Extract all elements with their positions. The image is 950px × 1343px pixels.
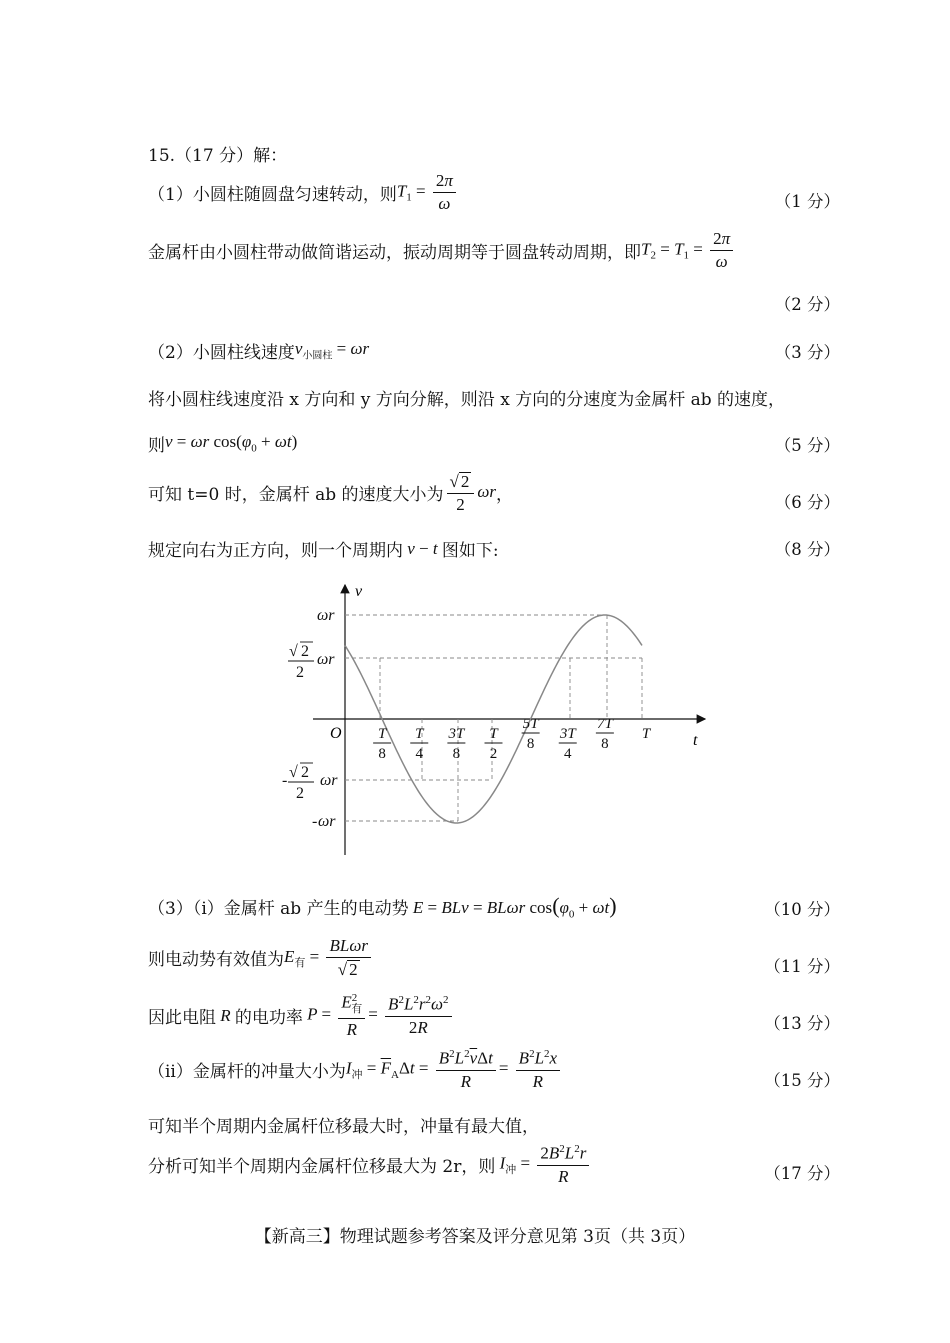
svg-text:T: T	[641, 726, 651, 742]
svg-text:2: 2	[296, 664, 304, 681]
svg-text:8: 8	[601, 736, 609, 752]
formula-T1: $T_1$ = $\frac{2\pi}{\omega}$	[397, 172, 459, 213]
part2-line4-comma: ，	[496, 485, 513, 506]
part3-line3	[148, 993, 455, 1038]
svg-text:3T: 3T	[448, 726, 465, 742]
part3-line4	[148, 1049, 563, 1090]
svg-text:4: 4	[564, 746, 572, 762]
part2-line	[148, 338, 369, 363]
part2-line4	[148, 472, 513, 514]
t-axis-label: t	[693, 732, 698, 749]
score-13: （13 分）	[764, 1014, 840, 1033]
formula-emf: E = BLv = BLωr $\cos(\varphi_0 + \omega t)$	[408, 893, 617, 921]
svg-text:7T: 7T	[596, 716, 613, 732]
formula-T2: $T_2 = T_1$ = $\frac{2\pi}{\omega}$	[641, 230, 736, 271]
y-label-neg-wr	[312, 813, 336, 830]
score-17: （17 分）	[764, 1164, 840, 1183]
y-label-neg-sqrt2-half-wr	[282, 763, 338, 802]
part1-line2-text: 金属杆由小圆柱带动做简谐运动，振动周期等于圆盘转动周期，即	[148, 242, 641, 263]
score-3: （3 分）	[774, 343, 840, 362]
svg-text:5T: 5T	[522, 716, 539, 732]
x-tick-label-6	[559, 726, 578, 762]
x-tick-label-4	[485, 726, 503, 762]
formula-impulse: $I_冲 = \overline{F}_A\Delta t$ = $\frac{B^2L^2\overline{v}\Delta t}{R}$ = $\frac{B^2L^2x}{R}$	[346, 1049, 563, 1090]
part3-line2-text: 则电动势有效值为	[148, 950, 284, 971]
part3-line4-text: （ii）金属杆的冲量大小为	[148, 1062, 346, 1083]
x-tick-label-8	[642, 726, 652, 742]
resistor-symbol: R	[216, 1005, 235, 1025]
part2-line5-text: 规定向右为正方向，则一个周期内	[148, 541, 403, 561]
origin-label: O	[330, 725, 342, 742]
svg-text:-: -	[312, 813, 318, 830]
svg-text:T: T	[489, 726, 498, 742]
part2-line2: 将小圆柱线速度沿 x 方向和 y 方向分解，则沿 x 方向的分速度为金属杆 ab 的速度，	[148, 390, 786, 410]
score-5: （5 分）	[774, 436, 840, 455]
svg-text:2: 2	[296, 785, 304, 802]
svg-text:2: 2	[301, 764, 309, 781]
part2-line3	[148, 431, 297, 456]
svg-text:√: √	[289, 643, 298, 660]
svg-text:ωr: ωr	[318, 813, 336, 830]
svg-text:T: T	[377, 726, 387, 742]
svg-text:3T: 3T	[559, 726, 576, 742]
part3-line3-text-b: 的电功率	[234, 1008, 303, 1029]
svg-text:8: 8	[452, 746, 461, 762]
part1-text: （1）小圆柱随圆盘匀速转动，则	[148, 184, 397, 205]
score-11: （11 分）	[764, 957, 840, 976]
v-t-graph	[280, 580, 720, 865]
x-tick-label-2	[410, 726, 428, 762]
x-tick-label-3	[447, 726, 466, 762]
part3-line5: 可知半个周期内金属杆位移最大时，冲量有最大值，	[148, 1117, 539, 1137]
svg-text:2: 2	[301, 643, 309, 660]
v-axis-label: v	[355, 583, 363, 600]
part2-line4-text: 可知 t=0 时，金属杆 ab 的速度大小为	[148, 485, 444, 506]
svg-text:8: 8	[378, 746, 386, 762]
score-10: （10 分）	[764, 900, 840, 919]
score-6: （6 分）	[774, 493, 840, 512]
page-footer: 【新高三】物理试题参考答案及评分意见第 3页（共 3页）	[254, 1227, 696, 1247]
part2-line3-text: 则	[148, 436, 165, 456]
x-tick-labels	[373, 716, 652, 762]
part3-line	[148, 893, 617, 920]
part3-line6	[148, 1144, 592, 1185]
score-15: （15 分）	[764, 1071, 840, 1090]
svg-text:ωr: ωr	[320, 772, 338, 789]
part2-text: （2）小圆柱线速度	[148, 343, 295, 363]
question-heading: 15.（17 分）解：	[148, 146, 288, 166]
part3-line6-text: 分析可知半个周期内金属杆位移最大为 2r，则	[148, 1157, 496, 1178]
formula-v-cos: v = ωr $\cos(\varphi_0 + \omega t)$	[165, 432, 298, 455]
score-8: （8 分）	[774, 540, 840, 559]
formula-emf-effective: $E_有$ = BLωr √ 2	[284, 937, 374, 979]
formula-v-t: v − t	[403, 538, 442, 558]
part1-line	[148, 172, 459, 213]
svg-text:4: 4	[415, 746, 423, 762]
score-1: （1 分）	[774, 192, 840, 211]
part3-text: （3）（i）金属杆 ab 产生的电动势	[148, 899, 409, 920]
part1-line2	[148, 230, 736, 271]
svg-text:ωr: ωr	[317, 651, 335, 668]
formula-speed-t0: √ 2 2 ωr	[444, 472, 496, 514]
svg-text:-: -	[282, 772, 288, 789]
formula-impulse-max: $I_冲$ = $\frac{2B^2L^2r}{R}$	[495, 1144, 592, 1185]
part3-line2	[148, 937, 374, 979]
svg-text:√: √	[289, 764, 298, 781]
score-2: （2 分）	[774, 295, 840, 314]
part2-line5	[148, 536, 499, 561]
formula-power: P = $\frac{E^2_有}{R}$ = $\frac{B^2L^2r^2\omega^2}{2R}$	[303, 993, 455, 1038]
part2-line5-text-b: 图如下:	[441, 541, 499, 561]
y-label-sqrt2-half-wr	[288, 642, 335, 681]
x-tick-label-7	[596, 716, 615, 752]
svg-text:T: T	[415, 726, 424, 742]
part3-line3-text-a: 因此电阻	[148, 1008, 216, 1029]
svg-text:8: 8	[526, 736, 535, 752]
y-label-wr: ωr	[317, 607, 335, 624]
svg-text:2: 2	[489, 746, 498, 762]
formula-v-cylinder: $v_{小圆柱} = \omega r$	[294, 339, 370, 362]
